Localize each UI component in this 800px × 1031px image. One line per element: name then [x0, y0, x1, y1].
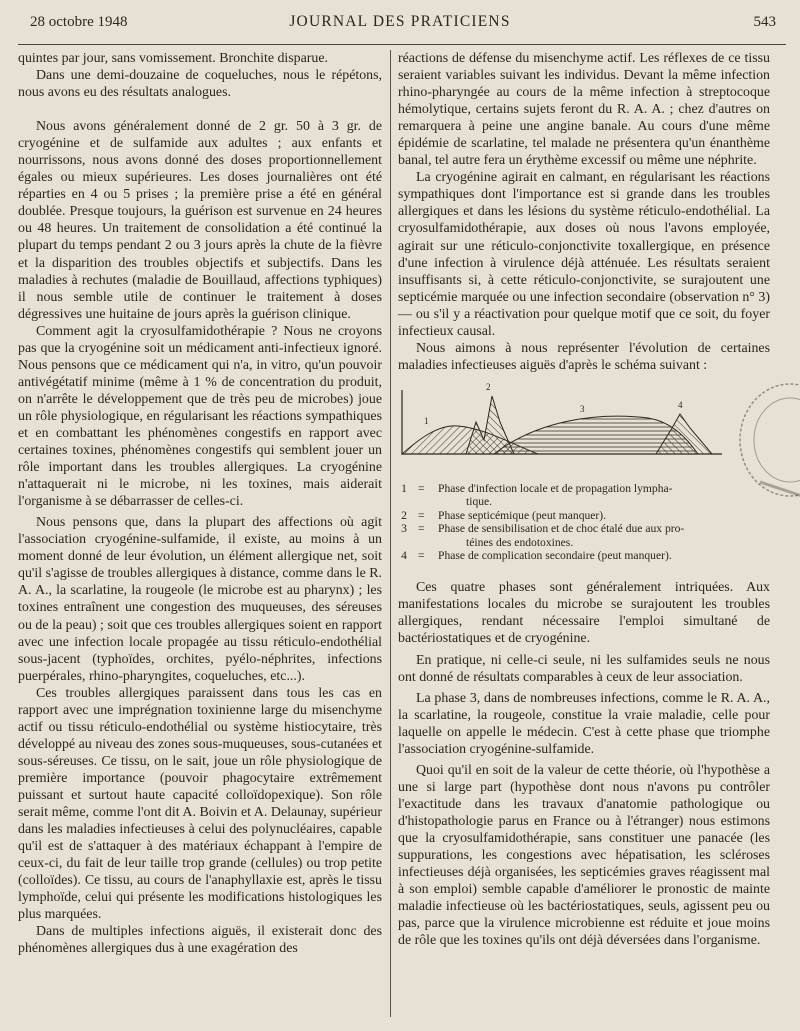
phase-label: 4: [678, 399, 683, 410]
phase-diagram-svg: [398, 382, 770, 464]
paragraph: Ces troubles allergiques paraissent dans tous les cas en rapport avec une imprégnation toxinienne large du misenchyme actif ou tissu réticulo-endothélial ou système histiocytaire, très développé au niveau des zones sous-muqueuses, sous-cutanées et sous-séreuses. Ce tissu, on le sait, joue un rôle physiologique de première importance (pouvoir phagocytaire extrêmement puissant et surtout haute capacité colloïdopexique). Son rôle serait même, comme l'ont dit A. Boivin et A. Delaunay, supérieur dans les maladies infectieuses à celui des polynucléaires, capable qu'il est de s'attaquer à des matériaux échappant à l'empire de ceux-ci, du fait de leur taille trop grande (cellules) ou trop petite (colloïdes). Ce tissu, au cours de l'anaphyllaxie est, après le tissu lymphoïde, celui qui présente les modifications histologiques les plus marquées.: [18, 685, 382, 923]
paragraph: Nous aimons à nous représenter l'évolution de certaines maladies infectieuses aiguës d'après le schéma suivant :: [398, 340, 770, 373]
paragraph: La phase 3, dans de nombreuses infections, comme le R. A. A., la scarlatine, la rougeole, constitue la vraie maladie, celle pour laquelle on appelle le médecin. C'est à cette phase que triomphe l'association cryogénine-sulfamide.: [398, 690, 770, 757]
legend-number: 3: [401, 522, 407, 536]
phase-label: 3: [580, 403, 585, 414]
legend-number: 1: [401, 481, 407, 495]
legend-text: Phase septicémique (peut manquer).: [438, 508, 607, 522]
column-divider: [390, 50, 391, 1017]
header-rule: [18, 44, 786, 45]
header-date: 28 octobre 1948: [30, 14, 128, 30]
right-column: [398, 50, 770, 949]
paragraph: Dans une demi-douzaine de coqueluches, nous le répétons, nous avons eu des résultats analogues.: [18, 68, 382, 101]
legend-text: Phase de complication secondaire (peut manquer).: [438, 548, 672, 562]
journal-title: JOURNAL DES PRATICIENS: [289, 13, 511, 30]
legend-number: 2: [401, 508, 407, 522]
phase-label: 1: [424, 415, 429, 426]
phase-label: 2: [486, 381, 491, 392]
legend-equals: =: [418, 508, 425, 522]
paragraph: quintes par jour, sans vomissement. Bronchite disparue.: [18, 51, 328, 66]
paragraph: Nous avons généralement donné de 2 gr. 50 à 3 gr. de cryogénine et de sulfamide aux adultes ; aux enfants et nourrissons, nous avons donné des doses proportionnellement égales ou mieux supérieures. Les doses journalières ont été réparties en 4 ou 5 prises ; la première prise a été en général doublée. Presque toujours, la guérison est survenue en 24 heures ou 48 heures. Un traitement de consolidation a été continué la plupart du temps pendant 2 ou 3 jours après la chute de la fièvre et la disparition des troubles objectifs et subjectifs. Dans les maladies à rechutes (maladie de Bouillaud, affections typhiques) il nous semble utile de continuer le traitement à doses dégressives une huitaine de jours après la guérison clinique.: [18, 119, 382, 322]
paragraph: Nous pensons que, dans la plupart des affections où agit l'association cryogénine-sulfamide, il existe, au moins à un moment donné de leur évolution, un élément allergique net, soit qu'il s'agisse de troubles allergiques à distance, comme dans le R. A. A., la scarlatine, la rougeole (le microbe est au pharynx) ; les toxines entraînent une congestion des muqueuses, des séreuses ou de la peau) ; soit que ces troubles allergiques soient en rapport avec une infection locale propagée au tissu réticulo-endothélial sous-jacent (typhoïdes, orchites, pyélo-néphrites, infections puerpérales, rhino-pharyngites, coqueluches, etc...).: [18, 515, 382, 684]
legend-text: Phase de sensibilisation et de choc étalé due aux pro-: [438, 522, 685, 536]
library-stamp: [730, 378, 800, 498]
legend-equals: =: [418, 481, 425, 495]
diagram-legend: [398, 482, 770, 562]
legend-item: [398, 509, 770, 522]
running-header: [22, 12, 778, 36]
legend-item: [398, 482, 770, 509]
paragraph: Comment agit la cryosulfamidothérapie ? Nous ne croyons pas que la cryogénine soit un médicament anti-infectieux ignoré. Nous pensons que ce médicament qui n'a, in vitro, qu'un pouvoir antivégétatif minime (même à 1 % de concentration du produit, on n'arrête le développement que de très peu de microbes) joue un rôle physiologique, en régularisant les réactions sympathiques et en combattant les phénomènes congestifs en rapport avec certaines toxines, phénomènes congestifs qui semblent jouer un rôle important dans les troubles allergiques. La cryogénine n'attaquerait ni le microbe, ni les toxines, mais aiderait l'organisme à se débarrasser de celles-ci.: [18, 323, 382, 510]
paragraph: réactions de défense du misenchyme actif. Les réflexes de ce tissu seraient variables suivant les individus. Devant la même infection rhino-pharyngée au cours de la même infection à streptocoque hémolytique, certains sujets feront du R. A. A. ; chez d'autres on remarquera à peine une angine banale. Au cours d'une même épidémie de scarlatine, tel malade ne présentera qu'un énanthème banal, tel autre fera un érythème excessif ou même une néphrite.: [398, 51, 770, 169]
paragraph: Dans de multiples infections aiguës, il existerait donc des phénomènes allergiques dus à une exagération des: [18, 924, 382, 957]
page-number: 543: [753, 14, 776, 30]
legend-equals: =: [418, 548, 425, 562]
legend-number: 4: [401, 548, 407, 562]
left-column: [18, 50, 382, 957]
legend-item: [398, 522, 770, 549]
legend-text: Phase d'infection locale et de propagation lympha-: [438, 481, 673, 495]
phase-diagram: [398, 382, 770, 464]
paragraph: La cryogénine agirait en calmant, en régularisant les réactions sympathiques dont l'importance est si grande dans les troubles allergiques et dans les lésions du système réticulo-endothélial. La cryosulfamidothérapie, aux doses où nous l'avons employée, agirait sur une réticulo-conjonctivite toxallergique, en présence d'une infection à virulence déjà atténuée. Les résultats seraient insuffisants si, à cette réticulo-conjonctivite, se surajoutent une septicémie marquée ou une infection secondaire (observation n° 3) — ou s'il y a réactivation pour quelque motif que ce soit, du foyer infectieux causal.: [398, 170, 770, 339]
legend-equals: =: [418, 522, 425, 536]
legend-item: [398, 549, 770, 562]
paragraph: En pratique, ni celle-ci seule, ni les sulfamides seuls ne nous ont donné de résultats comparables à ceux de leur association.: [398, 652, 770, 685]
paragraph: Quoi qu'il en soit de la valeur de cette théorie, où l'hypothèse a une si large part (hypothèse dont nous n'avons pu contrôler l'exactitude dans les travaux d'anatomie pathologique ou d'histopathologie parus en France ou à l'étranger) nous estimons que la cryosulfamidothérapie, sans constituer une panacée (les suppurations, les congestions avec hépatisation, les scléroses infectieuses déjà organisées, les septicémies graves réagissent mal à son emploi) semble capable d'améliorer le pronostic de mainte maladie infectieuse où les bactériostatiques, seuls, agissent peu ou pas, parce que la virulence microbienne est réduite et joue moins de rôle que les toxines qu'ils ont déjà déversées dans l'organisme.: [398, 762, 770, 949]
paragraph: Ces quatre phases sont généralement intriquées. Aux manifestations locales du microbe se surajoutent les troubles allergiques, rendant nécessaire l'emploi simultané de bactériostatiques et de cryogénine.: [398, 580, 770, 647]
legend-text-continued: tique.: [466, 495, 493, 509]
legend-text-continued: téines des endotoxines.: [466, 535, 574, 549]
